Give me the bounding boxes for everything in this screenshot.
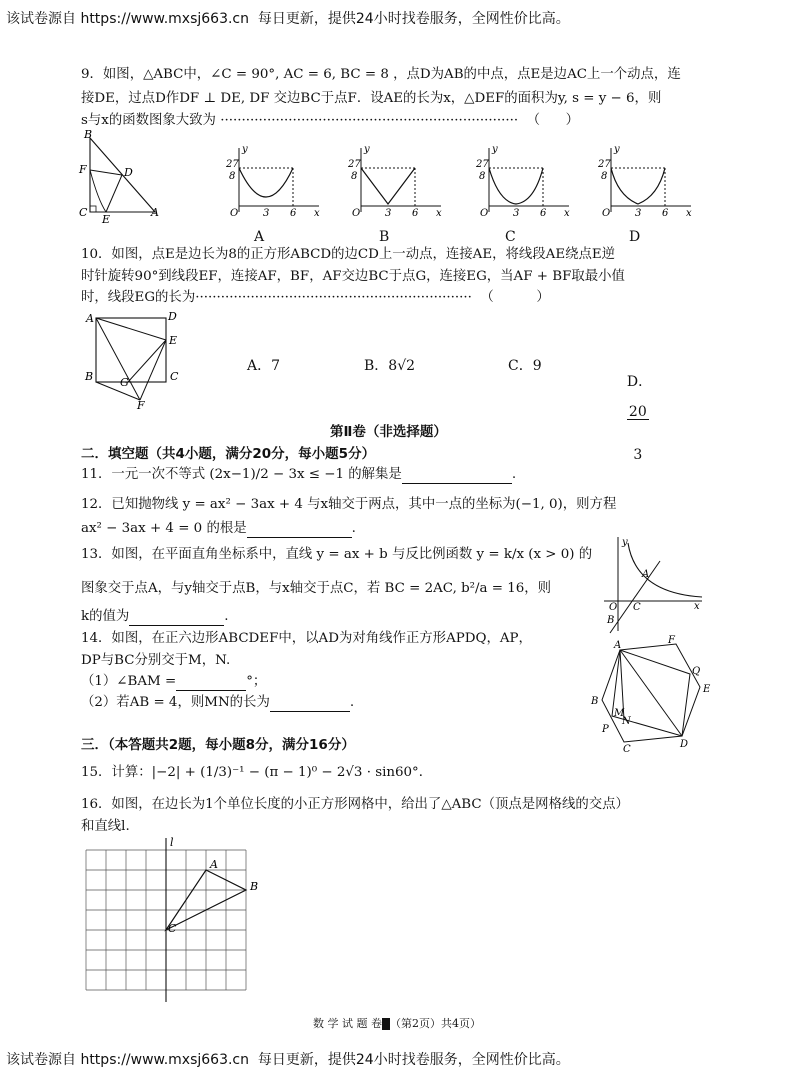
svg-text:l: l (170, 836, 174, 849)
svg-text:3: 3 (513, 208, 520, 219)
svg-text:C: C (170, 370, 179, 383)
q9-option-b: B (379, 229, 390, 245)
svg-text:O: O (352, 208, 361, 219)
page-footer-note: 该试卷源自 https://www.mxsj663.cn 每日更新，提供24小时找卷服务，全网性价比高。 (6, 1052, 570, 1068)
svg-text:x: x (694, 601, 700, 612)
svg-text:C: C (633, 602, 641, 613)
q14-line2: DP与BC分别交于M，N. (81, 653, 231, 668)
q13-coordinate-figure (598, 535, 708, 635)
q14-line1: 14．如图，在正六边形ABCDEF中，以AD为对角线作正方形APDQ，AP， (81, 631, 532, 646)
q9-option-c: C (505, 229, 516, 245)
q13-line1: 13．如图，在平面直角坐标系中，直线 y = ax + b 与反比例函数 y = k/x (x > 0) 的 (81, 547, 593, 562)
q15: 15．计算：|−2| + (1/3)⁻¹ − (π − 1)⁰ − 2√3 · sin60°． (81, 765, 433, 780)
svg-text:Q: Q (692, 666, 701, 677)
page-footer: 数 学 试 题 卷 （第2页）共4页） (313, 1017, 481, 1030)
svg-text:F: F (137, 399, 145, 412)
q10-square-figure (82, 310, 182, 410)
svg-text:O: O (609, 602, 618, 613)
svg-text:B: B (607, 615, 615, 626)
q9-label-b: B (84, 128, 93, 141)
svg-text:C: C (623, 744, 631, 755)
svg-text:E: E (703, 684, 711, 695)
svg-text:6: 6 (662, 208, 669, 219)
svg-text:8: 8 (479, 171, 486, 182)
q9-graph-a (224, 146, 324, 222)
svg-text:M: M (614, 708, 625, 719)
svg-text:x: x (314, 208, 320, 219)
svg-text:E: E (169, 334, 178, 347)
svg-text:27: 27 (598, 159, 611, 170)
svg-text:O: O (602, 208, 611, 219)
svg-text:27: 27 (348, 159, 361, 170)
q9-line3: s与x的函数图象大致为 ······································································ （ ） (81, 113, 579, 128)
q13-line3: k的值为 . (81, 609, 229, 624)
q9-triangle-figure (78, 128, 168, 226)
svg-text:y: y (492, 144, 498, 155)
svg-text:6: 6 (290, 208, 297, 219)
q9-label-e: E (102, 213, 111, 226)
svg-text:G: G (120, 376, 129, 389)
svg-text:x: x (564, 208, 570, 219)
svg-text:6: 6 (412, 208, 419, 219)
part2-title: 第Ⅱ卷（非选择题） (330, 424, 447, 440)
svg-text:C: C (168, 922, 177, 935)
q9-label-a: A (151, 206, 159, 219)
svg-text:3: 3 (385, 208, 392, 219)
q9-label-f: F (79, 163, 87, 176)
q13-line2: 图象交于点A，与y轴交于点B，与x轴交于点C，若 BC = 2AC, b²/a = 16，则 (81, 581, 552, 596)
svg-text:y: y (614, 144, 620, 155)
svg-text:x: x (686, 208, 692, 219)
q9-option-a: A (254, 229, 265, 245)
svg-text:6: 6 (540, 208, 547, 219)
svg-text:P: P (602, 724, 609, 735)
q14-hexagon-figure (588, 632, 718, 754)
q10-option-b: B．8√2 (364, 358, 416, 374)
svg-text:N: N (622, 716, 631, 727)
q10-line2: 时针旋转90°到线段EF，连接AF，BF，AF交边BC于点G，连接EG，当AF + BF取最小值 (81, 269, 625, 284)
svg-text:y: y (242, 144, 248, 155)
q16-grid-figure (86, 838, 286, 1008)
q14-line3: （1）∠BAM = °； (81, 674, 267, 689)
svg-text:A: A (86, 312, 94, 325)
q12-line1: 12．已知抛物线 y = ax² − 3ax + 4 与x轴交于两点，其中一点的坐标为(−1, 0)，则方程 (81, 497, 617, 512)
svg-text:y: y (364, 144, 370, 155)
svg-text:A: A (614, 640, 622, 651)
q9-label-c: C (79, 206, 88, 219)
q16-line1: 16．如图，在边长为1个单位长度的小正方形网格中，给出了△ABC（顶点是网格线的交点） (81, 797, 629, 812)
section2-title: 二．填空题（共4小题，满分20分，每小题5分） (81, 446, 376, 462)
q9-graph-d (596, 146, 696, 222)
svg-text:27: 27 (476, 159, 489, 170)
svg-text:8: 8 (229, 171, 236, 182)
section3-title: 三．（本答题共2题，每小题8分，满分16分） (81, 737, 355, 753)
svg-text:B: B (591, 696, 599, 707)
svg-text:y: y (622, 537, 628, 548)
svg-text:A: A (642, 569, 650, 580)
svg-text:3: 3 (263, 208, 270, 219)
svg-text:B: B (85, 370, 94, 383)
q10-option-a: A．7 (247, 358, 281, 374)
q9-graph-c (474, 146, 574, 222)
q16-line2: 和直线l. (81, 819, 130, 834)
page-header: 该试卷源自 https://www.mxsj663.cn 每日更新，提供24小时找卷服务，全网性价比高。 (6, 11, 570, 27)
svg-text:D: D (168, 310, 177, 323)
svg-text:A: A (210, 858, 218, 871)
q9-line1: 9．如图，△ABC中，∠C = 90°, AC = 6, BC = 8 ，点D为AB的中点，点E是边AC上一个动点，连 (81, 67, 681, 82)
svg-text:8: 8 (351, 171, 358, 182)
svg-text:8: 8 (601, 171, 608, 182)
q9-label-d: D (124, 166, 133, 179)
svg-text:27: 27 (226, 159, 239, 170)
q10-option-c: C．9 (508, 358, 542, 374)
svg-text:F: F (668, 635, 675, 646)
q14-line4: （2）若AB = 4，则MN的长为 . (81, 695, 355, 710)
q10-line3: 时，线段EG的长为································································· （ ） (81, 290, 550, 305)
q10-line1: 10．如图，点E是边长为8的正方形ABCD的边CD上一动点，连接AE，将线段AE绕点E逆 (81, 247, 616, 262)
svg-text:O: O (230, 208, 239, 219)
svg-text:O: O (480, 208, 489, 219)
q9-option-d: D (629, 229, 641, 245)
q11: 11．一元一次不等式 (2x−1)/2 − 3x ≤ −1 的解集是 . (81, 467, 517, 482)
svg-text:x: x (436, 208, 442, 219)
svg-text:D: D (680, 739, 689, 750)
q10-option-d: D． $\frac{20}{3}$ (626, 374, 653, 463)
q12-line2: ax² − 3ax + 4 = 0 的根是 . (81, 521, 356, 536)
q9-line2: 接DE，过点D作DF ⊥ DE, DF 交边BC于点F．设AE的长为x，△DEF的面积为y, s = y − 6，则 (81, 91, 662, 106)
q9-graph-b (346, 146, 446, 222)
svg-text:B: B (250, 880, 259, 893)
svg-text:3: 3 (635, 208, 642, 219)
